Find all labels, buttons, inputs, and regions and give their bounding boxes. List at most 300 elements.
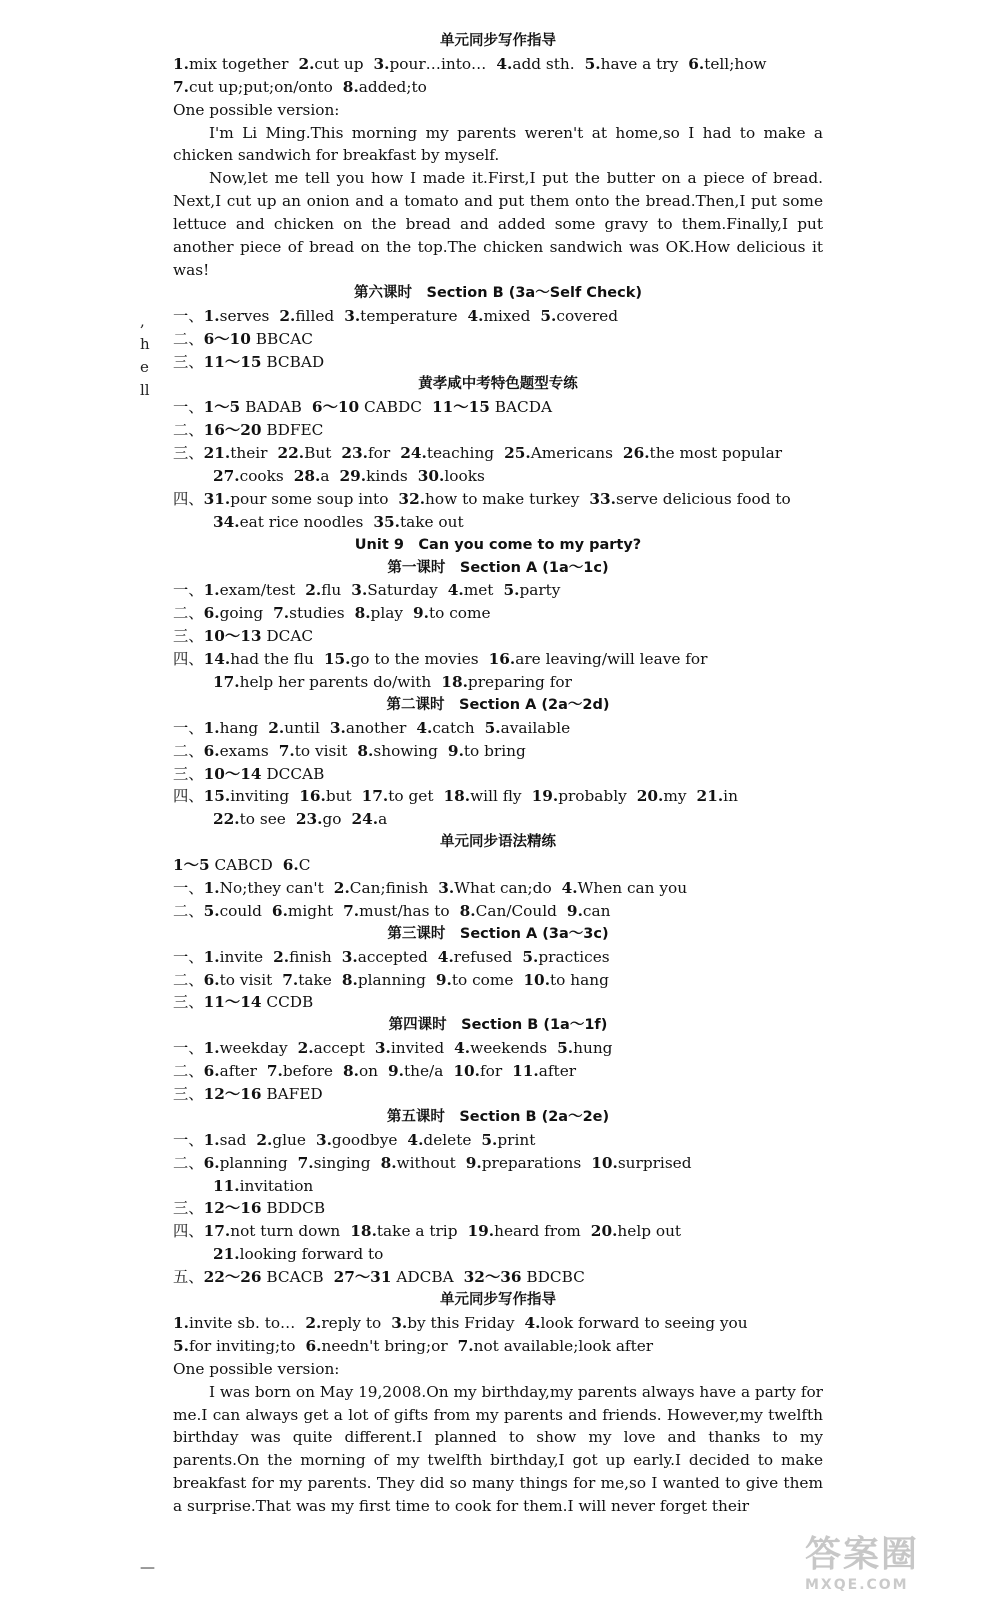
answer-item (342, 971, 426, 989)
essay-paragraph: I was born on May 19,2008.On my birthday,my parents always have a party for me.I can always get a lot of gifts from my parents and friends. However,my twelfth birthday was quite different.I planned to show my love and thanks to my parents.On the morning of my twelfth birthday,I got up early.I decided to make breakfast for my parents. They did so many things for me,so I wanted to give them a surprise.That was my first time to cook for them.I will never forget their (173, 1382, 823, 1516)
item-answer: C (298, 856, 311, 875)
item-answer: for inviting;to (188, 1336, 296, 1355)
answer-item (503, 581, 560, 599)
item-answer: teaching (426, 444, 495, 463)
item-answer: to see (239, 810, 286, 829)
answer-line (173, 648, 823, 671)
item-answer: BCACB (266, 1268, 324, 1287)
item-number: 8. (459, 901, 476, 920)
item-number: 5. (557, 1039, 574, 1058)
item-number: 18. (443, 787, 471, 806)
answer-item (344, 307, 457, 325)
answer-item (438, 879, 551, 897)
answer-item (204, 581, 296, 599)
item-answer: might (287, 901, 334, 920)
item-number: 22～26 (203, 1268, 262, 1287)
answer-line (173, 946, 823, 969)
item-number: 33. (589, 489, 616, 508)
answer-line (173, 1312, 823, 1335)
answer-line (173, 419, 823, 442)
item-answer: delete (423, 1130, 472, 1149)
item-answer: eat rice noodles (239, 512, 364, 531)
answer-item (204, 604, 264, 622)
answer-item (324, 650, 479, 668)
margin-mark: h (140, 334, 150, 353)
answer-item (637, 787, 687, 805)
item-number: 3. (373, 54, 390, 73)
item-answer: after (219, 1062, 257, 1081)
item-number: 9. (465, 1153, 482, 1172)
part-prefix: 二、 (173, 970, 204, 989)
item-number: 32. (398, 489, 426, 508)
answer-item (432, 398, 552, 416)
item-number: 1. (203, 947, 220, 966)
answer-line (173, 76, 823, 99)
item-number: 20. (590, 1222, 618, 1241)
answer-item (436, 971, 514, 989)
answer-item (204, 1222, 341, 1240)
item-number: 2. (268, 718, 285, 737)
item-number: 2. (298, 54, 315, 73)
item-answer: studies (289, 604, 345, 623)
answer-item (256, 1131, 306, 1149)
part-prefix: 二、 (173, 1153, 204, 1172)
item-answer: invited (390, 1039, 445, 1058)
item-answer: CABDC (364, 398, 422, 417)
item-answer: Can/Could (475, 901, 557, 920)
answer-line (173, 740, 823, 763)
answer-item (468, 307, 531, 325)
item-number: 11～15 (203, 352, 262, 371)
item-answer: before (282, 1062, 333, 1081)
item-answer: take out (399, 512, 464, 531)
item-answer: without (396, 1153, 456, 1172)
part-prefix: 四、 (173, 1222, 204, 1241)
item-number: 7. (173, 77, 189, 96)
answer-item (688, 55, 766, 73)
item-answer: help out (617, 1222, 682, 1241)
item-answer: their (230, 444, 268, 463)
item-number: 15. (203, 787, 231, 806)
item-number: 9. (447, 741, 464, 760)
answer-item (374, 55, 487, 73)
answer-line (173, 625, 823, 648)
item-number: 1. (203, 879, 220, 898)
item-answer: go (322, 810, 342, 829)
answer-line (173, 1220, 823, 1243)
answer-item (357, 742, 438, 760)
item-answer: catch (432, 718, 475, 737)
item-number: 15. (323, 650, 351, 669)
answer-item (391, 1314, 514, 1332)
item-answer: showing (373, 741, 438, 760)
text-line: One possible version: (173, 1359, 340, 1378)
item-answer: met (463, 581, 494, 600)
item-answer: singing (313, 1153, 371, 1172)
item-answer: have a try (600, 54, 679, 73)
part-prefix: 一、 (173, 306, 204, 325)
item-number: 5. (522, 947, 539, 966)
item-number: 7. (273, 604, 290, 623)
answer-key-page (173, 30, 823, 1518)
item-answer: practices (538, 947, 610, 966)
answer-item (173, 856, 273, 874)
item-number: 16. (299, 787, 326, 806)
item-number: 1～5 (173, 856, 210, 875)
answer-line (173, 465, 823, 488)
item-number: 10～13 (203, 627, 262, 646)
section-heading: 第三课时 Section A (3a～3c) (387, 925, 609, 942)
item-answer: DCAC (266, 627, 314, 646)
item-number: 6. (203, 1153, 220, 1172)
item-answer: invitation (239, 1176, 314, 1195)
item-answer: exams (219, 741, 269, 760)
answer-item (278, 444, 332, 462)
item-answer: needn't bring;or (321, 1336, 448, 1355)
item-number: 6. (282, 856, 299, 875)
item-number: 5. (481, 1130, 498, 1149)
answer-line (173, 1037, 823, 1060)
answer-item (204, 787, 290, 805)
part-prefix: 二、 (173, 1062, 204, 1081)
item-number: 1. (203, 1039, 220, 1058)
answer-item (204, 398, 302, 416)
answer-line (173, 717, 823, 740)
part-prefix: 三、 (173, 352, 204, 371)
item-answer: cut up (314, 54, 364, 73)
answer-item (585, 55, 679, 73)
part-prefix: 四、 (173, 489, 204, 508)
item-number: 21. (213, 1245, 240, 1264)
answer-item (448, 742, 526, 760)
answer-item (557, 1039, 612, 1057)
item-number: 34. (213, 512, 240, 531)
answer-item (204, 1131, 247, 1149)
item-number: 7. (282, 970, 299, 989)
item-number: 4. (454, 1039, 471, 1058)
item-number: 8. (341, 970, 358, 989)
item-number: 22. (213, 810, 240, 829)
answer-item (294, 467, 330, 485)
item-answer: to bring (463, 741, 526, 760)
item-answer: not available;look after (473, 1336, 654, 1355)
item-answer: for (368, 444, 391, 463)
item-answer: are leaving/will leave for (515, 650, 708, 669)
part-prefix: 四、 (173, 650, 204, 669)
section-heading: 第六课时 Section B (3a～Self Check) (354, 284, 642, 301)
item-number: 5. (540, 306, 557, 325)
answer-line (173, 488, 823, 511)
answer-line (173, 53, 823, 76)
answer-item (496, 55, 574, 73)
answer-line (173, 328, 823, 351)
item-number: 6. (203, 1062, 220, 1081)
answer-item (204, 971, 273, 989)
item-number: 4. (467, 306, 484, 325)
item-answer: cooks (239, 466, 284, 485)
item-answer: serve delicious food to (616, 489, 791, 508)
answer-item (334, 1268, 454, 1286)
answer-item (273, 948, 332, 966)
item-number: 24. (400, 444, 427, 463)
answer-item (567, 902, 611, 920)
item-number: 4. (524, 1313, 541, 1332)
section-heading: 第一课时 Section A (1a～1c) (387, 559, 609, 576)
item-answer: planning (219, 1153, 288, 1172)
answer-item (481, 1131, 535, 1149)
answer-item (273, 604, 344, 622)
section-heading: 单元同步写作指导 (440, 1292, 556, 1309)
item-number: 8. (354, 604, 371, 623)
item-number: 8. (342, 1062, 359, 1081)
item-answer: mixed (483, 306, 531, 325)
item-number: 3. (315, 1130, 332, 1149)
item-answer: must/has to (359, 901, 450, 920)
answer-item (448, 581, 494, 599)
answer-line (173, 671, 823, 694)
item-number: 1. (173, 1313, 189, 1332)
item-answer: cut up;put;on/onto (188, 77, 333, 96)
item-number: 16. (488, 650, 516, 669)
left-margin-marks (140, 310, 150, 402)
item-number: 7. (297, 1153, 314, 1172)
item-answer: invite sb. to… (188, 1313, 296, 1332)
answer-line (173, 1335, 823, 1358)
part-prefix: 五、 (173, 1268, 204, 1287)
answer-item (623, 444, 782, 462)
essay-paragraph: Now,let me tell you how I made it.First,I put the butter on a piece of bread. Next,I cut up an onion and a tomato and put them onto the bread.Then,I put some lettuce and chicken on the bread and added some gravy to them.Finally,I put another piece of bread on the top.The chicken sandwich was OK.How delicious it was! (173, 169, 823, 279)
item-number: 1. (203, 581, 220, 600)
item-number: 6. (688, 54, 705, 73)
item-answer: print (497, 1130, 536, 1149)
item-answer: not turn down (230, 1222, 341, 1241)
item-number: 27. (213, 466, 240, 485)
answer-item (283, 856, 311, 874)
answer-item (213, 513, 363, 531)
margin-mark: ll (140, 380, 150, 399)
answer-item (298, 55, 363, 73)
item-number: 17. (213, 673, 240, 691)
item-number: 5. (173, 1336, 189, 1355)
item-number: 19. (467, 1222, 495, 1241)
item-answer: to come (428, 604, 491, 623)
text-line: One possible version: (173, 100, 340, 119)
item-number: 9. (566, 901, 583, 920)
item-number: 30. (417, 466, 445, 485)
answer-item (460, 902, 557, 920)
answer-line (173, 1060, 823, 1083)
item-answer: weekends (470, 1039, 548, 1058)
answer-item (204, 993, 314, 1011)
answer-item (306, 1337, 448, 1355)
item-answer: looks (444, 466, 485, 485)
answer-item (373, 513, 463, 531)
section-heading: 单元同步写作指导 (440, 33, 556, 49)
item-number: 21. (203, 444, 231, 463)
item-answer: added;to (358, 77, 427, 96)
answer-item (213, 467, 284, 485)
answer-item (540, 307, 618, 325)
answer-item (213, 1177, 313, 1195)
footer-dash: — (140, 1558, 155, 1576)
item-number: 11～15 (432, 398, 490, 417)
part-prefix: 三、 (173, 1085, 204, 1104)
item-number: 11. (213, 1176, 240, 1195)
answer-item (343, 78, 427, 96)
part-prefix: 一、 (173, 947, 204, 966)
answer-item (697, 787, 738, 805)
answer-item (173, 1337, 296, 1355)
item-number: 7. (266, 1062, 283, 1081)
part-prefix: 三、 (173, 1199, 204, 1218)
item-answer: the most popular (649, 444, 783, 463)
answer-line (173, 602, 823, 625)
answer-item (485, 719, 571, 737)
item-answer: take (298, 970, 332, 989)
item-number: 12～16 (203, 1199, 262, 1218)
item-number: 35. (373, 512, 400, 531)
answer-item (351, 581, 437, 599)
item-answer: until (284, 718, 320, 737)
item-answer: help her parents do/with (239, 673, 432, 691)
part-prefix: 三、 (173, 444, 204, 463)
item-answer: DCCAB (266, 764, 325, 783)
item-answer: to come (451, 970, 514, 989)
item-number: 4. (407, 1130, 424, 1149)
item-answer: weekday (219, 1039, 288, 1058)
item-number: 4. (496, 54, 513, 73)
answer-item (299, 787, 351, 805)
answer-item (279, 742, 348, 760)
answer-line (173, 969, 823, 992)
part-prefix: 一、 (173, 718, 204, 737)
item-number: 5. (503, 581, 520, 600)
answer-line (173, 991, 823, 1014)
section-heading: Unit 9 Can you come to my party? (354, 536, 642, 553)
item-answer: looking forward to (239, 1245, 384, 1264)
answer-item (512, 1062, 576, 1080)
item-answer: No;they can't (219, 879, 324, 898)
item-answer: another (345, 718, 407, 737)
answer-item (204, 719, 259, 737)
essay-paragraph: I'm Li Ming.This morning my parents weren't at home,so I had to make a chicken sandwich for breakfast by myself. (173, 123, 823, 165)
answer-item (591, 1154, 691, 1172)
item-number: 4. (447, 581, 464, 600)
item-answer: the/a (404, 1062, 444, 1081)
item-number: 1. (203, 1130, 220, 1149)
item-answer: serves (219, 306, 270, 325)
item-number: 2. (305, 581, 322, 600)
item-number: 4. (416, 718, 433, 737)
answer-item (204, 1039, 288, 1057)
item-answer: a (378, 810, 388, 829)
answer-item (407, 1131, 471, 1149)
answer-item (305, 1314, 381, 1332)
item-number: 2. (297, 1039, 314, 1058)
item-number: 4. (437, 947, 454, 966)
item-number: 8. (380, 1153, 397, 1172)
margin-mark: , (140, 312, 145, 330)
answer-item (204, 1062, 257, 1080)
answer-item (453, 1062, 502, 1080)
answer-item (204, 1268, 324, 1286)
item-answer: tell;how (704, 54, 767, 73)
item-answer: temperature (360, 306, 458, 325)
answer-item (454, 1039, 547, 1057)
item-answer: pour…into… (389, 54, 487, 73)
answer-item (298, 1039, 365, 1057)
item-answer: covered (556, 306, 619, 325)
answer-line (173, 305, 823, 328)
answer-item (204, 307, 270, 325)
answer-item (362, 787, 434, 805)
item-number: 5. (484, 718, 501, 737)
item-answer: accepted (357, 947, 428, 966)
answer-item (591, 1222, 681, 1240)
item-number: 2. (256, 1130, 273, 1149)
answer-item (342, 948, 428, 966)
item-answer: refused (453, 947, 513, 966)
item-number: 9. (413, 604, 429, 623)
item-number: 3. (344, 306, 361, 325)
answer-item (305, 581, 341, 599)
item-answer: BCBAD (266, 352, 325, 371)
item-number: 3. (391, 1313, 408, 1332)
item-answer: BDCBC (526, 1268, 585, 1287)
item-answer: after (538, 1062, 577, 1081)
answer-item (350, 1222, 457, 1240)
item-number: 3. (341, 947, 358, 966)
item-number: 31. (203, 489, 231, 508)
item-answer: inviting (230, 787, 290, 806)
item-answer: invite (219, 947, 264, 966)
answer-item (416, 719, 474, 737)
answer-item (204, 650, 314, 668)
item-number: 28. (293, 466, 321, 485)
item-number: 9. (435, 970, 452, 989)
item-number: 9. (388, 1062, 404, 1081)
answer-item (525, 1314, 748, 1332)
answer-item (532, 787, 627, 805)
item-answer: Americans (530, 444, 613, 463)
answer-line (173, 579, 823, 602)
item-number: 23. (341, 444, 368, 463)
part-prefix: 一、 (173, 398, 204, 417)
part-prefix: 二、 (173, 329, 204, 348)
item-number: 10～14 (203, 764, 262, 783)
answer-item (466, 1154, 581, 1172)
part-prefix: 二、 (173, 741, 204, 760)
item-number: 7. (278, 741, 295, 760)
item-number: 22. (277, 444, 305, 463)
item-answer: BADAB (245, 398, 302, 417)
answer-line (173, 1083, 823, 1106)
watermark-logo (805, 1526, 975, 1593)
part-prefix: 四、 (173, 787, 204, 806)
answer-item (343, 1062, 378, 1080)
answer-item (204, 1199, 325, 1217)
answer-item (296, 810, 342, 828)
item-number: 12～16 (203, 1085, 262, 1104)
answer-item (388, 1062, 443, 1080)
item-answer: my (663, 787, 687, 806)
item-number: 11. (512, 1062, 539, 1081)
answer-item (213, 810, 286, 828)
answer-line (173, 785, 823, 808)
answer-item (267, 1062, 333, 1080)
item-number: 6. (203, 970, 220, 989)
answer-item (589, 490, 790, 508)
